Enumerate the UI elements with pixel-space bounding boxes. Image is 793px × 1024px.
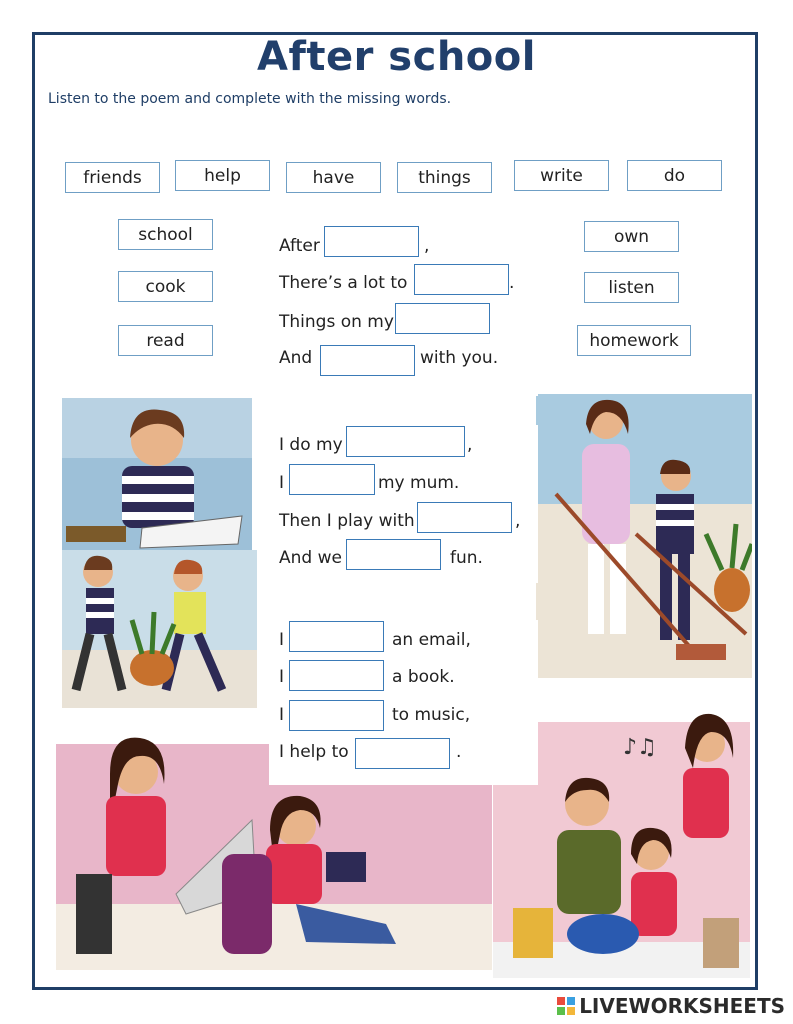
poem-text: . xyxy=(456,742,462,762)
poem-text: I xyxy=(279,630,285,650)
word-tile[interactable]: school xyxy=(118,219,213,250)
answer-blank[interactable] xyxy=(320,345,415,376)
boys-playing-illustration xyxy=(62,550,257,708)
answer-input[interactable] xyxy=(290,661,383,690)
answer-blank[interactable] xyxy=(289,660,384,691)
word-tile[interactable]: help xyxy=(175,160,270,191)
poem-text: And we xyxy=(279,548,342,568)
answer-blank[interactable] xyxy=(346,426,465,457)
word-tile[interactable]: write xyxy=(514,160,609,191)
answer-blank[interactable] xyxy=(355,738,450,769)
logo-icon xyxy=(557,997,575,1015)
boy-reading-illustration xyxy=(62,398,252,550)
stanza-1 xyxy=(269,226,538,396)
answer-input[interactable] xyxy=(356,739,449,768)
poem-text: , xyxy=(515,511,521,531)
word-tile[interactable]: cook xyxy=(118,271,213,302)
answer-blank[interactable] xyxy=(346,539,441,570)
poem-text: Things on my xyxy=(279,312,394,332)
poem-text: fun. xyxy=(450,548,483,568)
answer-blank[interactable] xyxy=(289,621,384,652)
poem-text: I xyxy=(279,473,285,493)
answer-input[interactable] xyxy=(321,346,414,375)
poem-text: I help to xyxy=(279,742,349,762)
poem-text: There’s a lot to xyxy=(279,273,408,293)
word-tile[interactable]: own xyxy=(584,221,679,252)
answer-input[interactable] xyxy=(415,265,508,294)
poem-text: , xyxy=(424,236,430,256)
poem-text: I do my xyxy=(279,435,343,455)
poem-text: with you. xyxy=(420,348,499,368)
page-title: After school xyxy=(257,34,536,80)
answer-blank[interactable] xyxy=(289,464,375,495)
poem-text: After xyxy=(279,236,320,256)
answer-input[interactable] xyxy=(396,304,489,333)
poem-text: my mum. xyxy=(378,473,460,493)
answer-blank[interactable] xyxy=(414,264,509,295)
word-tile[interactable]: listen xyxy=(584,272,679,303)
poem-text: And xyxy=(279,348,313,368)
word-tile[interactable]: do xyxy=(627,160,722,191)
liveworksheets-logo xyxy=(557,994,785,1018)
poem-text: , xyxy=(467,435,473,455)
answer-input[interactable] xyxy=(325,227,418,256)
poem-text: to music, xyxy=(392,705,471,725)
poem-text: I xyxy=(279,705,285,725)
poem-text: a book. xyxy=(392,667,455,687)
answer-blank[interactable] xyxy=(395,303,490,334)
word-tile[interactable]: homework xyxy=(577,325,691,356)
brand-name: LIVEWORKSHEETS xyxy=(579,994,785,1018)
answer-input[interactable] xyxy=(290,465,374,494)
answer-blank[interactable] xyxy=(289,700,384,731)
poem-text: an email, xyxy=(392,630,471,650)
poem-text: I xyxy=(279,667,285,687)
answer-blank[interactable] xyxy=(324,226,419,257)
answer-blank[interactable] xyxy=(417,502,512,533)
sweeping-illustration xyxy=(536,394,752,678)
answer-input[interactable] xyxy=(290,701,383,730)
word-tile[interactable]: things xyxy=(397,162,492,193)
answer-input[interactable] xyxy=(347,540,440,569)
word-tile[interactable]: read xyxy=(118,325,213,356)
word-tile[interactable]: have xyxy=(286,162,381,193)
poem-text: . xyxy=(509,273,515,293)
answer-input[interactable] xyxy=(290,622,383,651)
poem-text: Then I play with xyxy=(279,511,415,531)
stanza-3 xyxy=(269,620,538,785)
answer-input[interactable] xyxy=(347,427,464,456)
word-tile[interactable]: friends xyxy=(65,162,160,193)
instructions: Listen to the poem and complete with the missing words. xyxy=(48,91,452,107)
answer-input[interactable] xyxy=(418,503,511,532)
stanza-2 xyxy=(269,425,538,583)
svg-text:♪♫: ♪♫ xyxy=(623,735,657,760)
